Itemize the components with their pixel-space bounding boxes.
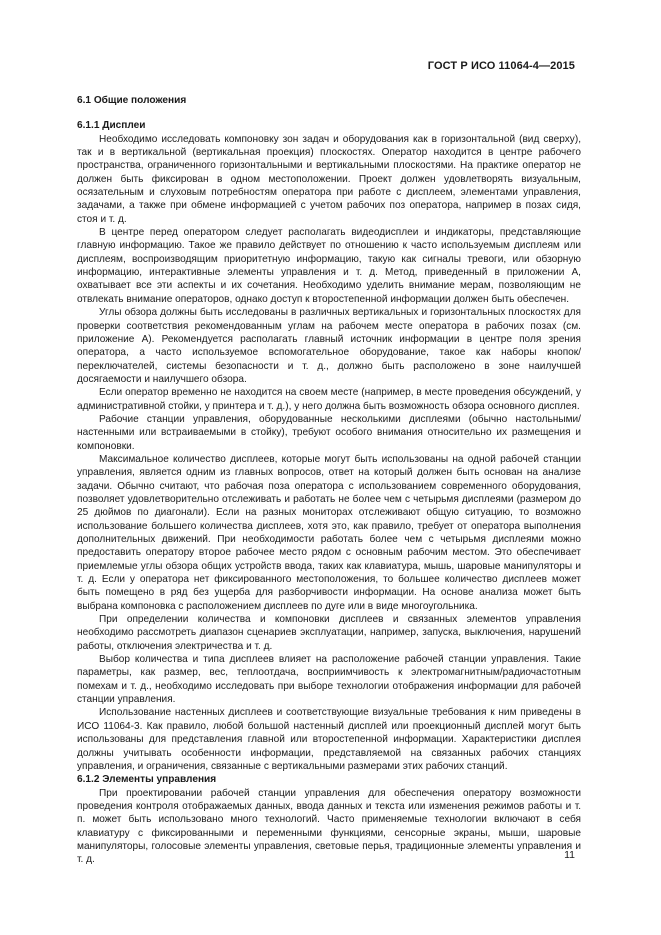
document-code-header: ГОСТ Р ИСО 11064-4—2015: [427, 60, 575, 72]
subsection-heading-controls: 6.1.2 Элементы управления: [77, 774, 217, 786]
paragraph: Использование настенных дисплеев и соответствующие визуальные требования к ним приведены в ИСО 11064-3. Как правило, любой большой настенный дисплей или проекционный дисплей могут быть использованы для представления главной или второстепенной информации. Характеристики дисплея должны учитывать особенности информации, представляемой на связанных рабочих станциях управления, и ограничения, связанные с вертикальными размерами этих рабочих станций.: [77, 707, 581, 772]
paragraph: В центре перед оператором следует располагать видеодисплеи и индикаторы, представляющие главную информацию. Такое же правило действует по отношению к часто используемым дисплеям или дисплеям, воспроизводящим приоритетную информацию, такую как сигналы тревоги, или обзорную информацию, интерактивные элементы управления и т. д. Метод, приведенный в приложении А, охватывает все эти аспекты и их сочетания. Необходимо уделить внимание мерам, позволяющим не отвлекать внимание операторов, однако доступ к второстепенной информации должен быть обеспечен.: [77, 227, 581, 305]
paragraph: Необходимо исследовать компоновку зон задач и оборудования как в горизонтальной (вид сверху), так и в вертикальной (вертикальная проекция) плоскостях. Оператор находится в центре рабочего пространства, ограниченного горизонтальными и вертикальными плоскостями. На практике оператор не должен быть фиксирован в одном местоположении. Проект должен удовлетворять визуальным, осязательным и слуховым потребностям оператора при работе с дисплеем, элементами управления, задачами, а также при обмене информацией с учетом рабочих поз оператора, например в позах сидя, стоя и т. д.: [77, 133, 581, 225]
subsection-heading-displays: 6.1.1 Дисплеи: [77, 120, 146, 132]
page-content: [77, 94, 581, 867]
paragraph: Выбор количества и типа дисплеев влияет на расположение рабочей станции управления. Такие параметры, как размер, вес, теплоотдача, восприимчивость к электромагнитным/радиочастотным помехам и т. д., необходимо исследовать при выборе технологии отображения информации для рабочей станции управления.: [77, 654, 581, 706]
paragraph: Углы обзора должны быть исследованы в различных вертикальных и горизонтальных плоскостях для проверки соответствия рекомендованным углам на рабочем месте оператора в рабочих позах (см. приложение А). Рекомендуется располагать главный источник информации в центре поля зрения оператора, а часто используемое вспомогательное оборудование, такое как наборы кнопок/ переключателей, системы безопасности и т. д., должно быть расположено в зоне наилучшей досягаемости и наилучшего обзора.: [77, 307, 581, 385]
paragraph: Рабочие станции управления, оборудованные несколькими дисплеями (обычно настольными/настенными или встраиваемыми в стойку), требуют особого внимания относительно их размещения и компоновки.: [77, 413, 581, 452]
page-number: 11: [564, 849, 575, 861]
paragraph: Если оператор временно не находится на своем месте (например, в месте проведения обсуждений, у административной стойки, у принтера и т. д.), у него должна быть возможность обзора основного дисплея.: [77, 387, 581, 412]
paragraph: Максимальное количество дисплеев, которые могут быть использованы на одной рабочей станции управления, является одним из главных вопросов, ответ на который должен быть основан на анализе задачи. Обычно считают, что рабочая поза оператора с использованием современного оборудования, позволяет удовлетворительно отслеживать и работать не более чем с четырьмя дисплеями (размером до 25 дюймов по диагонали). Если на разных мониторах отслеживают общую ситуацию, то возможно использование большего количества дисплеев, хотя это, как правило, требует от оператора выполнения дополнительных движений. При необходимости работать более чем с четырьмя дисплеями можно предоставить оператору второе рабочее место рядом с основным рабочим местом. Это обеспечивает приемлемые углы обзора общих устройств ввода, таких как клавиатура, мышь, шаровые манипуляторы и т. д. Если у оператора нет фиксированного местоположения, то большее количество дисплеев может быть помещено в ряд без ущерба для разборчивости информации. На основе анализа может быть выбрана компоновка с расположением дисплеев по дуге или в виде многоугольника.: [77, 453, 581, 612]
section-heading: 6.1 Общие положения: [77, 95, 187, 106]
paragraph: При проектировании рабочей станции управления для обеспечения оператору возможности проведения контроля отображаемых данных, ввода данных и текста или изменения режимов работы и т. п. может быть использовано много технологий. Часто применяемые технологии включают в себя клавиатуру с фиксированными и переменными функциями, сенсорные экраны, мыши, шаровые манипуляторы, голосовые элементы управления, световые перья, традиционные элементы управления и т. д.: [77, 787, 581, 866]
paragraph: При определении количества и компоновки дисплеев и связанных элементов управления необходимо рассмотреть диапазон сценариев эксплуатации, например, запуска, выключения, нарушений работы, отключения электричества и т. д.: [77, 614, 581, 652]
